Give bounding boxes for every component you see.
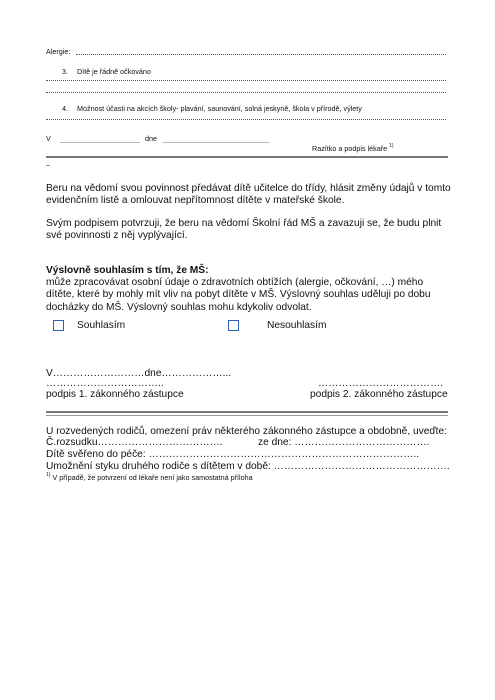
item3-text: Dítě je řádně očkováno [77,67,151,76]
section-divider-2b [46,415,448,416]
item3-fill-line-2[interactable] [46,92,446,93]
item4-text: Možnost účasti na akcích školy- plavání, saunování, solná jeskyně, škola v přírodě, výlety [77,104,362,113]
agree-label: Souhlasím [77,320,126,331]
stray-dash: – [46,160,50,169]
consent-heading: Výslovně souhlasím s tím, že MŠ: [46,265,209,276]
custody-field[interactable]: Dítě svěřeno do péče: …………………………………………………………………….. [46,449,420,460]
allergy-fill-line[interactable] [76,54,446,55]
section-divider-1 [46,156,448,158]
school-rules-statement: Svým podpisem potvrzuji, že beru na vědomí Školní řád MŠ a zavazuji se, že budu plnit své povinnosti z něj vyplývající. [46,218,442,242]
parent2-signature-label: podpis 2. zákonného zástupce [310,389,448,400]
footnote-ref: 1) [389,143,394,149]
handover-statement: Beru na vědomí svou povinnost předávat dítě učitelce do třídy, hlásit změny údajů v tomto evidenčním listě a omlouvat nepřítomnost dítěte v mateřské škole. [46,183,451,207]
item4-fill-line[interactable] [46,119,446,120]
divorce-intro: U rozvedených rodičů, omezení práv některého zákonného zástupce a obdobně, uveďte: [46,426,447,437]
ruling-date-field[interactable]: ze dne: …………………………………. [258,437,430,448]
place-field[interactable] [60,142,140,143]
court-ruling-field[interactable]: Č.rozsudku………………………………. [46,437,223,448]
item3-fill-line-1[interactable] [46,80,446,81]
parent1-signature-label: podpis 1. zákonného zástupce [46,389,184,400]
section-divider-2 [46,411,448,413]
footnote: $^{1)}$ V případě, že potvrzení od lékaře není jako samostatná příloha [46,472,253,482]
sign-place-date[interactable]: V………………………dne………………... [46,368,232,379]
footnote-marker: 1) [46,472,51,478]
sign-line-2[interactable]: ………………………………. [318,378,444,389]
disagree-label: Nesouhlasím [267,320,327,331]
stamp-signature-label: Razítko a podpis lékaře $^{1)}$ [312,143,394,153]
place-v-label: V [46,134,51,143]
date-field[interactable] [162,142,270,143]
sign-line-1[interactable]: …………………………….. [46,378,164,389]
allergy-label: Alergie: [46,47,71,56]
contact-field[interactable]: Umožnění styku druhého rodiče s dítětem v době: ……………………………………………. [46,461,450,472]
consent-text: může zpracovávat osobní údaje o zdravotních obtížích (alergie, očkování, …) mého dítěte, které by mohly mít vliv na pobyt dítěte v MŠ. Výslovný souhlas uděluji po dobu docházky do MŠ. Výslovný souhlas mohu kdykoliv odvolat. [46,277,431,313]
item4-number: 4. [62,104,68,113]
disagree-checkbox[interactable] [228,320,239,331]
agree-checkbox[interactable] [53,320,64,331]
date-dne-label: dne [145,134,157,143]
item3-number: 3. [62,67,68,76]
